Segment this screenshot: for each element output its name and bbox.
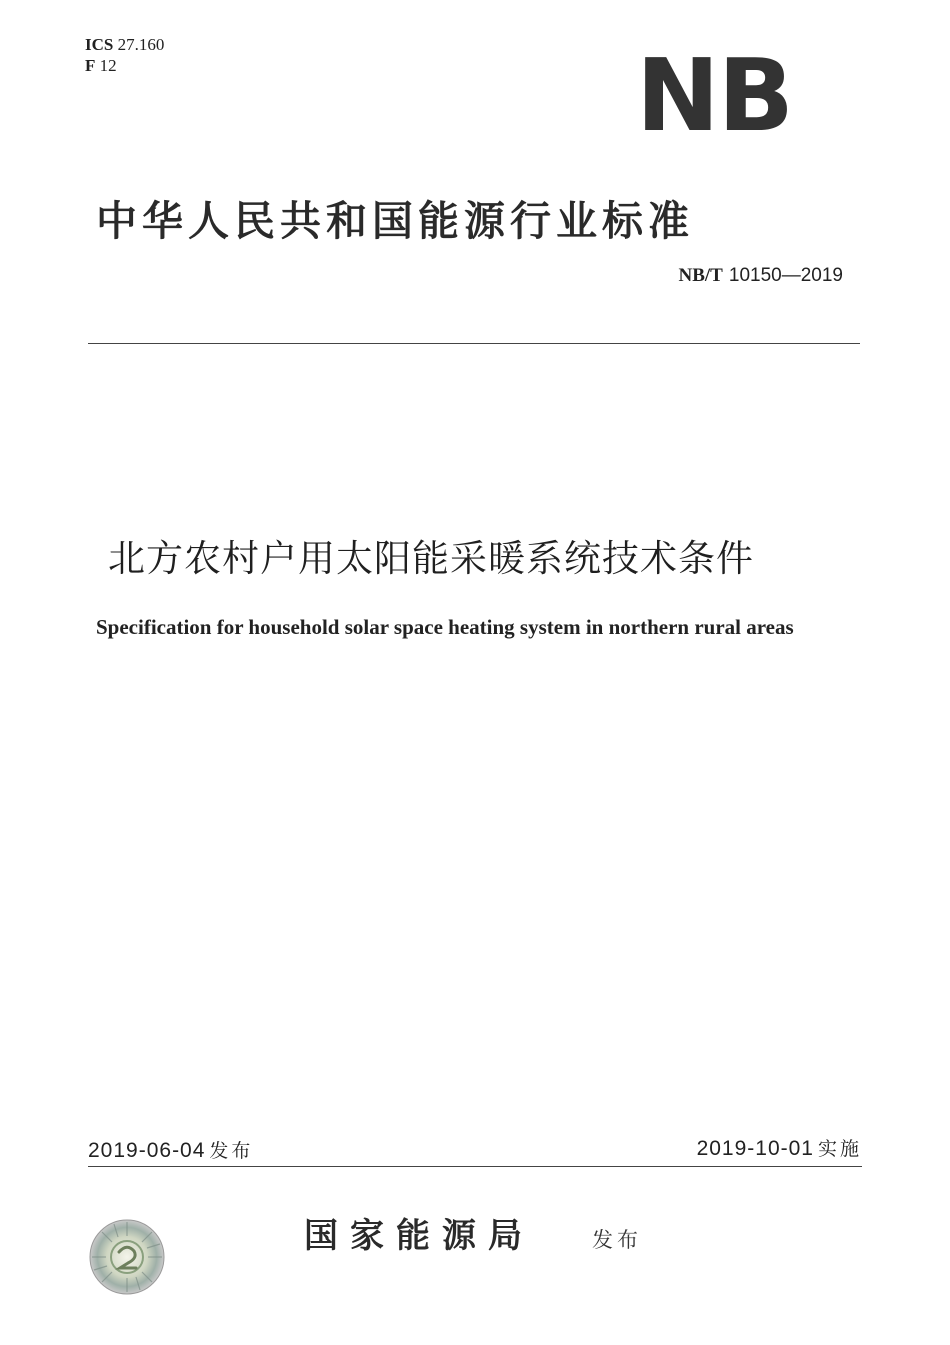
classification-codes bbox=[85, 34, 164, 76]
ccs-value: 12 bbox=[99, 56, 117, 75]
implement-date-block bbox=[697, 1134, 862, 1161]
bottom-divider bbox=[88, 1166, 862, 1167]
ics-value: 27.160 bbox=[117, 35, 165, 54]
implement-label: 实施 bbox=[817, 1138, 862, 1160]
nb-logo: NB bbox=[636, 37, 792, 154]
issuing-authority: 国家能源局 bbox=[304, 1216, 534, 1256]
publish-date: 2019-06-04 bbox=[88, 1139, 206, 1162]
holographic-seal-icon bbox=[88, 1218, 166, 1296]
ccs-code bbox=[85, 55, 164, 76]
ccs-label: F bbox=[85, 56, 96, 75]
standard-category-title: 中华人民共和国能源行业标准 bbox=[96, 197, 694, 245]
standard-code bbox=[678, 264, 843, 287]
issuing-authority-suffix: 发布 bbox=[592, 1228, 642, 1252]
standard-code-prefix: NB/T bbox=[678, 265, 723, 286]
document-title-english: Specification for household solar space heating system in northern rural areas bbox=[96, 615, 794, 639]
top-divider bbox=[88, 343, 860, 344]
publish-label: 发布 bbox=[209, 1140, 254, 1162]
document-title-chinese: 北方农村户用太阳能采暖系统技术条件 bbox=[108, 537, 754, 580]
implement-date: 2019-10-01 bbox=[696, 1137, 814, 1160]
standard-code-number: 10150—2019 bbox=[728, 265, 843, 286]
ics-code bbox=[85, 34, 164, 55]
publish-date-block bbox=[88, 1136, 253, 1163]
ics-label: ICS bbox=[85, 35, 114, 54]
